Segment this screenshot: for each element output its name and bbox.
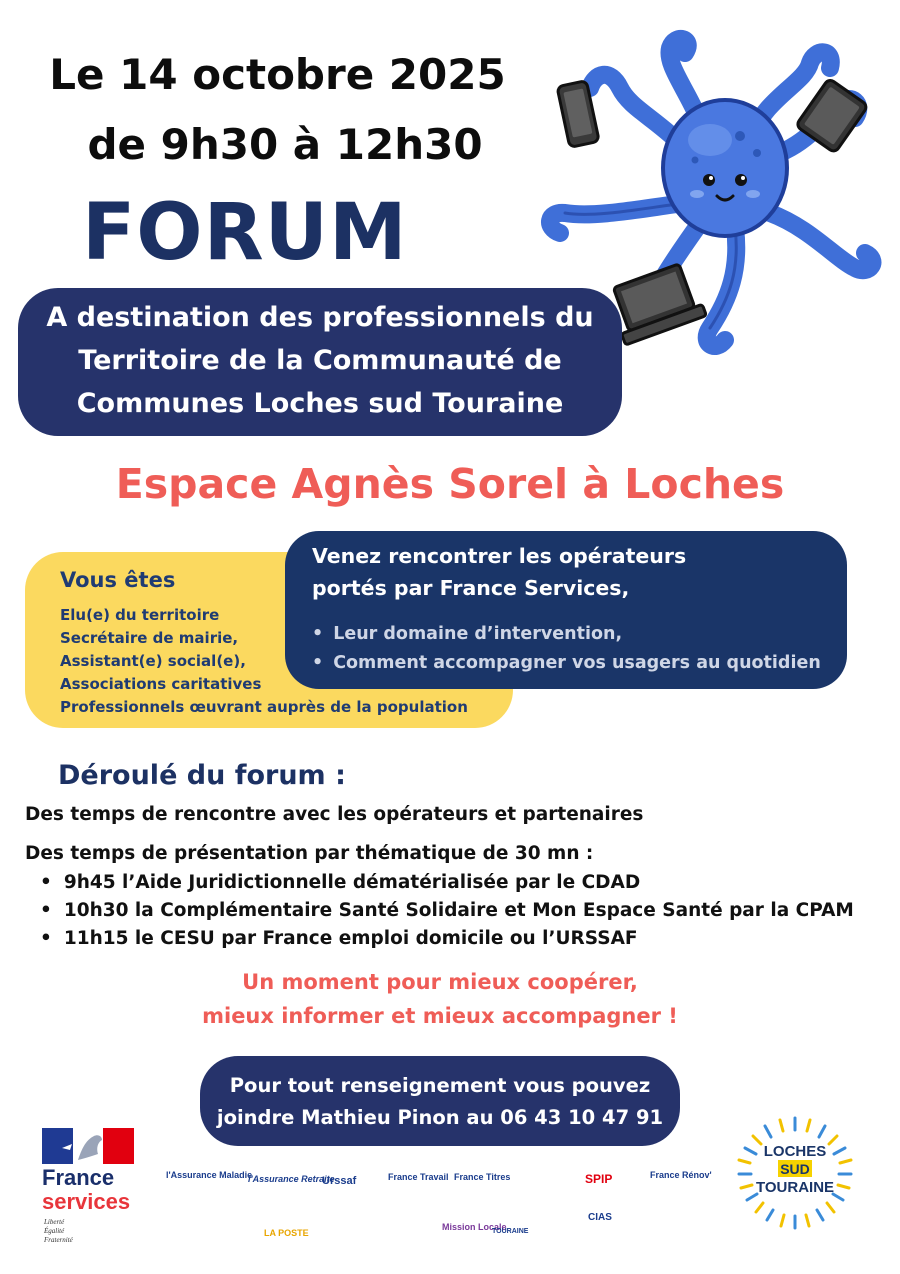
venez-bullets [312,620,821,678]
contact-line-2: joindre Mathieu Pinon au 06 43 10 47 91 [216,1106,664,1129]
session-list [40,869,854,953]
list-item: Elu(e) du territoire [60,606,220,624]
sud-word: SUD [780,1161,810,1177]
france-services-logo [42,1166,130,1214]
tagline-line-2: mieux informer et mieux accompagner ! [202,1004,678,1028]
partner-logo: TOURAINE [492,1228,529,1235]
session-item: • 9h45 l’Aide Juridictionnelle dématérialisée par le CDAD [40,869,854,897]
session-item: • 10h30 la Complémentaire Santé Solidaire et Mon Espace Santé par la CPAM [40,897,854,925]
event-date: Le 14 octobre 2025 [49,50,506,99]
program-heading: Déroulé du forum : [58,760,346,791]
audience-line-2: Territoire de la Communauté de [78,345,562,376]
loches-sud-touraine-logo [735,1112,855,1232]
partner-logo: Mission Locale [442,1222,507,1232]
list-item: Secrétaire de mairie, [60,629,239,647]
event-time: de 9h30 à 12h30 [87,120,483,169]
program-line-2: Des temps de présentation par thématique de 30 mn : [25,843,594,864]
tagline [0,965,880,1033]
venue-heading: Espace Agnès Sorel à Loches [115,460,785,508]
motto-line: Égalité [44,1227,65,1235]
page-title: FORUM [82,188,408,278]
venez-text [312,540,686,604]
session-item: • 11h15 le CESU par France emploi domicile ou l’URSSAF [40,925,854,953]
contact-box [200,1056,680,1146]
loches-word: LOCHES [763,1143,827,1160]
audience-line-1: A destination des professionnels du [46,302,594,333]
venez-line-1: Venez rencontrer les opérateurs [312,544,687,568]
partner-logos [160,1160,740,1260]
motto-line: Liberté [44,1218,65,1226]
touraine-word: TOURAINE [755,1179,835,1196]
program-line-1: Des temps de rencontre avec les opérateurs et partenaires [25,804,644,825]
audience-banner [18,288,622,436]
partner-logo: France Rénov' [650,1170,712,1180]
contact-line-1: Pour tout renseignement vous pouvez [229,1074,651,1097]
partner-logo: LA POSTE [264,1228,309,1238]
republic-motto [44,1218,73,1245]
partner-logo: l'Assurance Retraite [248,1174,335,1184]
partner-logo: CIAS [588,1212,612,1223]
list-item: Assistant(e) social(e), [60,652,246,670]
partner-logo: SPIP [585,1172,613,1186]
france-services-word-1: France [42,1165,115,1190]
france-services-word-2: services [42,1189,131,1214]
partner-logo: France Travail [388,1172,449,1182]
list-item: • Leur domaine d’intervention, [312,620,821,649]
list-item: Associations caritatives [60,675,262,693]
venez-line-2: portés par France Services, [312,576,630,600]
partner-logo: l'Assurance Maladie [166,1170,253,1180]
partner-logo: Urssaf [322,1175,357,1187]
list-item: • Comment accompagner vos usagers au quotidien [312,649,821,678]
list-item: Professionnels œuvrant auprès de la population [60,698,468,716]
tagline-line-1: Un moment pour mieux coopérer, [242,970,638,994]
audience-line-3: Communes Loches sud Touraine [76,388,564,419]
marianne-flag-icon [42,1128,134,1164]
motto-line: Fraternité [44,1236,73,1244]
partner-logo: France Titres [454,1172,511,1182]
vous-etes-title: Vous êtes [60,568,176,592]
